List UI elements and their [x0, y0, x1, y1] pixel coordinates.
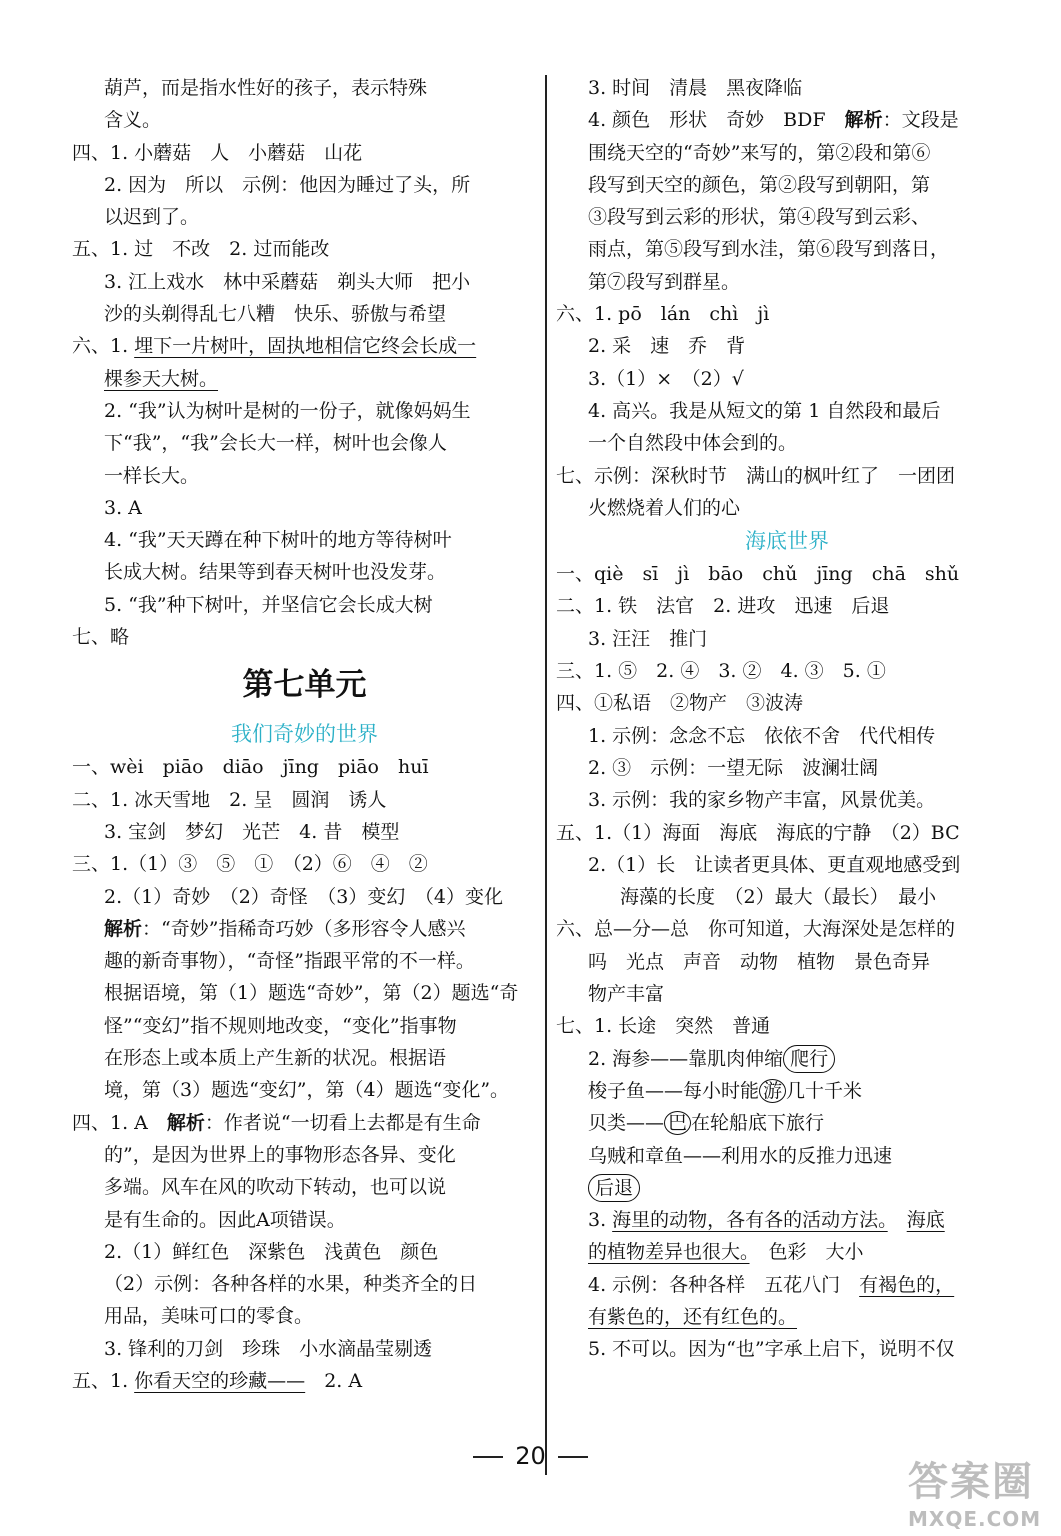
- answer-line: 海藻的长度 （2）最大（最长） 最小: [620, 886, 937, 909]
- answer-line: [556, 1204, 1018, 1236]
- watermark-logo: [908, 1450, 1048, 1530]
- analysis-line: [72, 913, 537, 945]
- answer-text: 4. 颜色 形状 奇妙 BDF: [588, 109, 845, 132]
- analysis-line: 根据语境，第（1）题选“奇妙”，第（2）题选“奇: [104, 982, 519, 1005]
- answer-line: [556, 1236, 1018, 1268]
- answer-line: 三、1.（1）③ ⑤ ① （2）⑥ ④ ②: [72, 853, 428, 876]
- answer-line: 物产丰富: [588, 983, 665, 1006]
- answer-line: 1. 示例：念念不忘 依依不舍 代代相传: [588, 724, 936, 747]
- answer-line: [556, 1172, 1018, 1204]
- answer-line: 吗 光点 声音 动物 植物 景色奇异: [588, 950, 931, 973]
- answer-line: 5. 不可以。因为“也”字承上启下，说明不仅: [588, 1338, 955, 1361]
- answer-line: 下“我”，“我”会长大一样，树叶也会像人: [104, 432, 447, 455]
- answer-text: 几十千米: [786, 1079, 863, 1102]
- answer-line: 2. 因为 所以 示例：他因为睡过了头，所: [104, 173, 471, 196]
- answer-line: 二、1. 铁 法官 2. 进攻 迅速 后退: [556, 595, 890, 618]
- answer-line: [72, 330, 537, 362]
- analysis-label: 解析: [104, 917, 143, 940]
- analysis-line: 境，第（3）题选“变幻”，第（4）题选“变化”。: [104, 1079, 510, 1102]
- answer-line: 3. 锋利的刀剑 珍珠 小水滴晶莹剔透: [104, 1337, 433, 1360]
- answer-line: 长成大树。结果等到春天树叶也没发芽。: [104, 561, 447, 584]
- circled-word: 巴: [664, 1111, 691, 1135]
- answer-line: 二、1. 冰天雪地 2. 呈 圆润 诱人: [72, 788, 387, 811]
- analysis-label: 解析: [166, 1111, 205, 1134]
- analysis-text: ：文段是: [882, 109, 959, 132]
- underlined-answer: 的植物差异也很大。: [588, 1241, 750, 1264]
- analysis-line: 段写到天空的颜色，第②段写到朝阳，第: [588, 173, 931, 196]
- underlined-answer: 海底: [906, 1209, 945, 1232]
- answer-line: 2.（1）奇妙 （2）奇怪 （3）变幻 （4）变化: [104, 885, 503, 908]
- answer-line: 六、总—分—总 你可知道，大海深处是怎样的: [556, 918, 956, 941]
- page-number-text: 20: [515, 1442, 546, 1470]
- underlined-answer: 棵参天大树。: [104, 367, 219, 390]
- answer-line: 3. A: [104, 496, 142, 519]
- answer-line: 用品，美味可口的零食。: [104, 1305, 314, 1328]
- circled-word: 爬行: [783, 1045, 835, 1073]
- answer-line: 火燃烧着人们的心: [588, 496, 741, 519]
- analysis-line: 怪”“变幻”指不规则地改变，“变化”指事物: [104, 1014, 457, 1037]
- analysis-line: 围绕天空的“奇妙”来写的，第②段和第⑥: [588, 141, 931, 164]
- answer-line: 3. 时间 清晨 黑夜降临: [588, 77, 803, 99]
- answer-line: （2）示例：各种各样的水果，种类齐全的日: [104, 1273, 478, 1296]
- dash-right: [558, 1456, 588, 1458]
- answer-line: 3. 汪汪 推门: [588, 627, 708, 650]
- answer-line: 2. ③ 示例：一望无际 波澜壮阔: [588, 756, 879, 779]
- underlined-answer: 有紫色的，还有红色的。: [588, 1305, 798, 1328]
- underlined-answer: 海里的动物，各有各的活动方法。: [612, 1209, 888, 1232]
- analysis-line: 雨点，第⑤段写到水洼，第⑥段写到落日，: [588, 238, 950, 261]
- answer-text: 梭子鱼——每小时能: [588, 1079, 760, 1102]
- answer-text: 2. 海参——靠肌肉伸缩: [588, 1047, 784, 1070]
- answer-line: 3.（1）× （2）√: [588, 367, 744, 390]
- answer-line: 四、①私语 ②物产 ③波涛: [556, 692, 804, 715]
- answer-line: 4. 高兴。我是从短文的第 1 自然段和最后: [588, 399, 941, 422]
- answer-line: 以迟到了。: [104, 206, 200, 229]
- answer-line: 一个自然段中体会到的。: [588, 432, 798, 455]
- spacer: [888, 1209, 907, 1231]
- answer-text: 色彩 大小: [749, 1241, 864, 1264]
- answer-text: 在轮船底下旅行: [691, 1112, 825, 1135]
- pinyin-line: 六、1. pō lán chì jì: [556, 303, 770, 326]
- answer-line: [72, 1365, 537, 1397]
- analysis-line: 第⑦段写到群星。: [588, 270, 741, 293]
- answer-line: 七、略: [72, 626, 130, 649]
- answer-line: [556, 1043, 1018, 1075]
- answer-line: 一样长大。: [104, 464, 200, 487]
- answer-line: 三、1. ⑤ 2. ④ 3. ② 4. ③ 5. ①: [556, 660, 886, 683]
- pinyin-line: 一、wèi piāo diāo jīng piāo huī: [72, 756, 429, 779]
- analysis-label: 解析: [844, 109, 883, 132]
- answer-line: 含义。: [104, 109, 162, 132]
- dash-left: [473, 1456, 503, 1458]
- analysis-line: 的”，是因为世界上的事物形态各异、变化: [104, 1143, 456, 1166]
- underlined-answer: 埋下一片树叶，固执地相信它终会长成一: [134, 335, 477, 358]
- answer-line: [556, 104, 1018, 136]
- answer-line: [72, 1107, 537, 1139]
- watermark-main: 答案圈: [908, 1459, 1034, 1505]
- answer-line: 3. 示例：我的家乡物产丰富，风景优美。: [588, 789, 936, 812]
- answer-text: 贝类——: [588, 1112, 665, 1135]
- left-column: [72, 72, 537, 1397]
- analysis-line: ③段写到云彩的形状，第④段写到云彩、: [588, 206, 931, 229]
- page-number: [0, 1442, 1061, 1470]
- right-column: [556, 72, 1018, 1366]
- underlined-answer: 有褐色的，: [859, 1273, 955, 1296]
- watermark-sub: MXQE.COM: [908, 1507, 1042, 1531]
- answer-line: 七、1. 长途 突然 普通: [556, 1015, 771, 1038]
- answer-line: [556, 1107, 1018, 1139]
- item-number: 六、1.: [72, 335, 135, 358]
- analysis-text: ：“奇妙”指稀奇巧妙（多形容令人感兴: [142, 917, 466, 940]
- answer-line: [556, 1269, 1018, 1301]
- analysis-text: ：作者说“一切看上去都是有生命: [204, 1111, 481, 1134]
- answer-line: 四、1. 小蘑菇 人 小蘑菇 山花: [72, 141, 363, 164]
- answer-line: 3. 江上戏水 林中采蘑菇 剃头大师 把小: [104, 270, 471, 293]
- answer-line: 2. “我”认为树叶是树的一份子，就像妈妈生: [104, 399, 471, 422]
- item-number: 五、1.: [72, 1369, 135, 1392]
- answer-line: 葫芦，而是指水性好的孩子，表示特殊: [104, 77, 428, 99]
- analysis-line: 多端。风车在风的吹动下转动，也可以说: [104, 1176, 447, 1199]
- answer-line: 乌贼和章鱼——利用水的反推力迅速: [588, 1144, 893, 1167]
- unit-title: 第七单元: [242, 667, 367, 704]
- pinyin-line: 一、qiè sī jì bāo chǔ jīng chā shǔ: [556, 563, 960, 586]
- answer-line: 沙的头剃得乱七八糟 快乐、骄傲与希望: [104, 303, 447, 326]
- circled-word: 游: [759, 1079, 786, 1103]
- answer-line: 3. 宝剑 梦幻 光芒 4. 昔 模型: [104, 820, 400, 843]
- answer-line: 2.（1）鲜红色 深紫色 浅黄色 颜色: [104, 1240, 439, 1263]
- answer-line: 五、1. 过 不改 2. 过而能改: [72, 238, 330, 261]
- answer-line: 5. “我”种下树叶，并坚信它会长成大树: [104, 593, 433, 616]
- section-title: 我们奇妙的世界: [231, 722, 378, 747]
- underlined-answer: 你看天空的珍藏——: [134, 1369, 306, 1392]
- answer-line: 2.（1）长 让读者更具体、更直观地感受到: [588, 853, 961, 876]
- item-number: 3.: [588, 1209, 613, 1232]
- answer-line: 五、1.（1）海面 海底 海底的宁静 （2）BC: [556, 821, 960, 844]
- answer-line: [556, 1075, 1018, 1107]
- answer-line: 2. 采 速 乔 背: [588, 335, 746, 358]
- answer-line: 4. “我”天天蹲在种下树叶的地方等待树叶: [104, 529, 452, 552]
- analysis-line: 是有生命的。因此A项错误。: [104, 1208, 346, 1231]
- analysis-line: 趣的新奇事物），“奇怪”指跟平常的不一样。: [104, 950, 475, 973]
- item-number: 四、1. A: [72, 1111, 167, 1134]
- analysis-line: 在形态上或本质上产生新的状况。根据语: [104, 1047, 447, 1070]
- answer-text: 2. A: [305, 1369, 363, 1392]
- column-divider: [545, 75, 547, 1475]
- answer-text: 4. 示例：各种各样 五花八门: [588, 1273, 860, 1296]
- answer-line: 七、示例：深秋时节 满山的枫叶红了 一团团: [556, 464, 956, 487]
- circled-word: 后退: [588, 1174, 640, 1202]
- section-title: 海底世界: [745, 529, 829, 554]
